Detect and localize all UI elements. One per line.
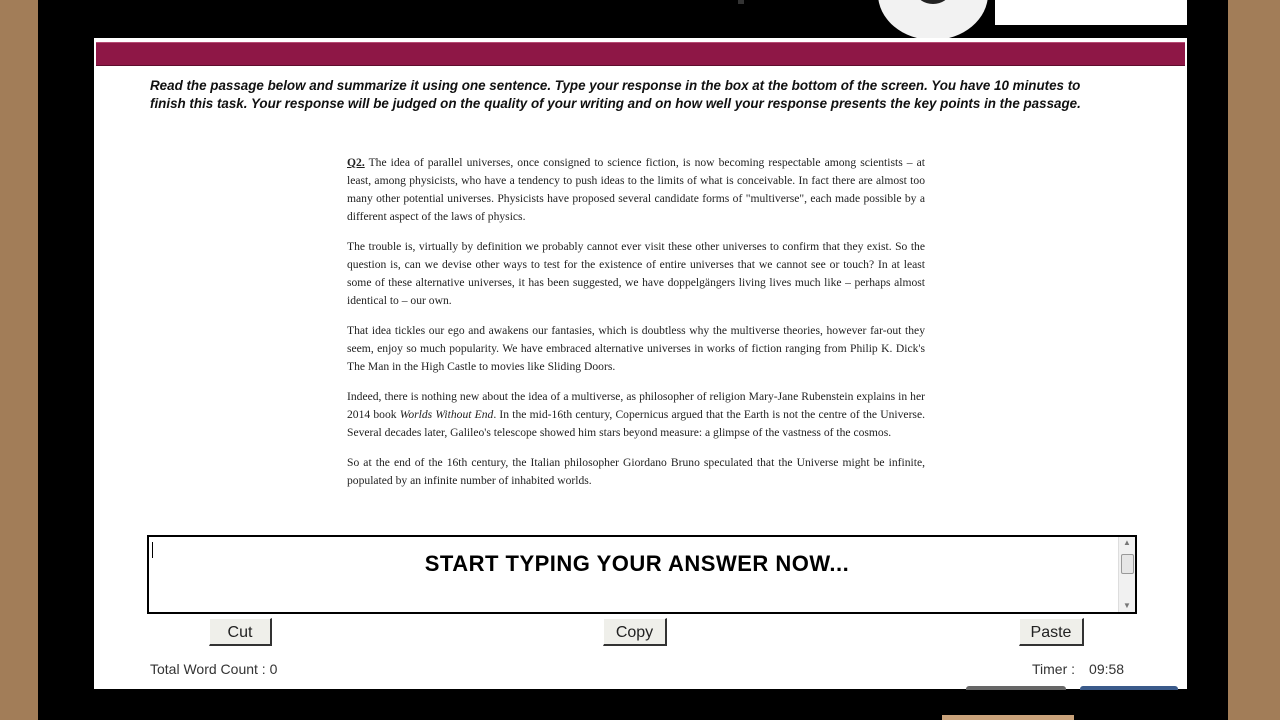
book-title: Worlds Without End [399,408,494,421]
paragraph-4-text-start: Indeed, there is nothing new about the idea of a multiverse, as philosopher of religion Mary-Jane Rubenstein explains in her 2014 book [347,390,925,421]
word-count: Total Word Count : 0 [150,661,278,677]
top-white-panel [995,0,1187,25]
question-label: Q2. [347,156,365,169]
bottom-tab-right [1080,686,1178,690]
answer-textarea[interactable] [147,535,1137,614]
answer-placeholder: START TYPING YOUR ANSWER NOW... [424,551,850,576]
scroll-thumb[interactable] [1121,554,1134,574]
scroll-down-icon[interactable]: ▼ [1123,601,1131,610]
paragraph-4-text-end: . In the mid-16th century, Copernicus argued that the Earth is not the centre of the Universe. Several decades later, Galileo's telescope showed him stars beyond measure: a glimpse of the vastness of the cosmos. [347,408,925,439]
bottom-edge-decoration [942,715,1074,720]
cut-button[interactable]: Cut [209,618,272,646]
paste-button[interactable]: Paste [1019,618,1084,646]
answer-scrollbar[interactable] [1118,537,1135,612]
passage-paragraph-2: The trouble is, virtually by definition we probably cannot ever visit these other universes to confirm that they exist. So the question is, can we devise other ways to test for the existence of entire universes that we cannot see or touch? In at least some of these alternative universes, it has been suggested, we have doppelgängers living lives much like – perhaps almost identical to – our own. [347,240,925,307]
passage-paragraph-5: So at the end of the 16th century, the Italian philosopher Giordano Bruno speculated that the Universe might be infinite, populated by an infinite number of inhabited worlds. [347,456,925,487]
timer-label: Timer : [1032,661,1076,677]
scroll-up-icon[interactable]: ▲ [1123,538,1131,547]
copy-button[interactable]: Copy [603,618,667,646]
task-instructions: Read the passage below and summarize it using one sentence. Type your response in the box at the bottom of the screen. You have 10 minutes to finish this task. Your response will be judged on the quality of your writing and on how well your response presents the key points in the passage. [150,78,1081,111]
top-decoration [738,0,744,4]
title-bar [96,42,1185,66]
bottom-tab-left [966,686,1066,690]
timer [1032,661,1124,677]
passage-paragraph-3: That idea tickles our ego and awakens our fantasies, which is doubtless why the multiverse theories, however far-out they seem, enjoy so much popularity. We have embraced alternative universes in works of fiction ranging from Philip K. Dick's The Man in the High Castle to movies like Sliding Doors. [347,324,925,373]
passage-paragraph-4 [347,388,925,442]
paragraph-1-text: The idea of parallel universes, once consigned to science fiction, is now becoming respectable among scientists – at least, among physicists, who have a tendency to push ideas to the limits of what is conceivable. In fact there are almost too many other potential universes. Physicists have proposed several candidate forms of "multiverse", each made possible by a different aspect of the laws of physics. [347,156,925,223]
reading-passage [347,154,925,502]
timer-value: 09:58 [1089,661,1125,677]
test-window [94,38,1187,689]
passage-paragraph-1 [347,154,925,226]
